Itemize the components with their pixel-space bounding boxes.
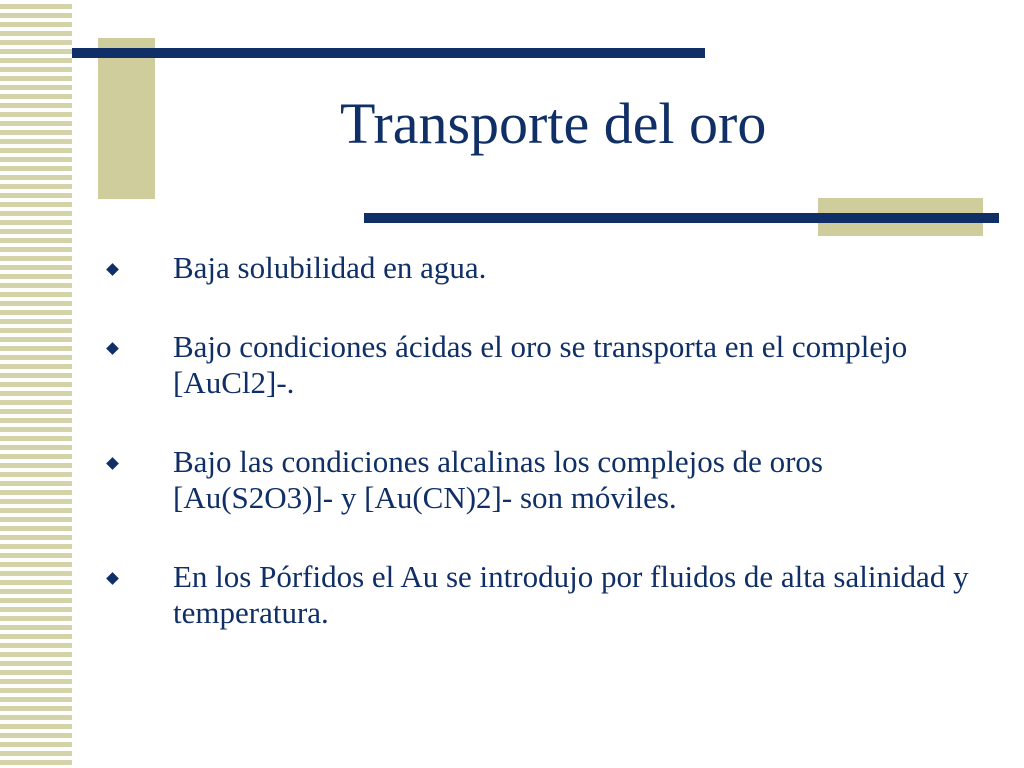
diamond-bullet-icon bbox=[106, 572, 120, 586]
bullet-text: En los Pórfidos el Au se introdujo por fluidos de alta salinidad y temperatura. bbox=[173, 558, 969, 631]
diamond-bullet-icon bbox=[106, 342, 120, 356]
bullet-text: Bajo las condiciones alcalinas los complejos de oros [Au(S2O3)]- y [Au(CN)2]- son móviles. bbox=[173, 443, 823, 516]
bottom-rule-line bbox=[364, 213, 999, 223]
top-rule-line bbox=[72, 48, 705, 58]
bullet-item bbox=[100, 329, 980, 402]
left-stripe-decoration bbox=[0, 0, 72, 768]
bullet-item bbox=[100, 250, 980, 287]
bullet-item bbox=[100, 559, 980, 632]
bullet-list bbox=[100, 250, 980, 674]
diamond-bullet-icon bbox=[106, 263, 120, 277]
bullet-text: Baja solubilidad en agua. bbox=[173, 250, 487, 285]
slide-title: Transporte del oro bbox=[340, 91, 767, 156]
bullet-item bbox=[100, 444, 980, 517]
diamond-bullet-icon bbox=[106, 457, 120, 471]
bullet-text: Bajo condiciones ácidas el oro se transporta en el complejo [AuCl2]-. bbox=[173, 328, 908, 401]
tan-accent-block-top bbox=[98, 38, 155, 199]
